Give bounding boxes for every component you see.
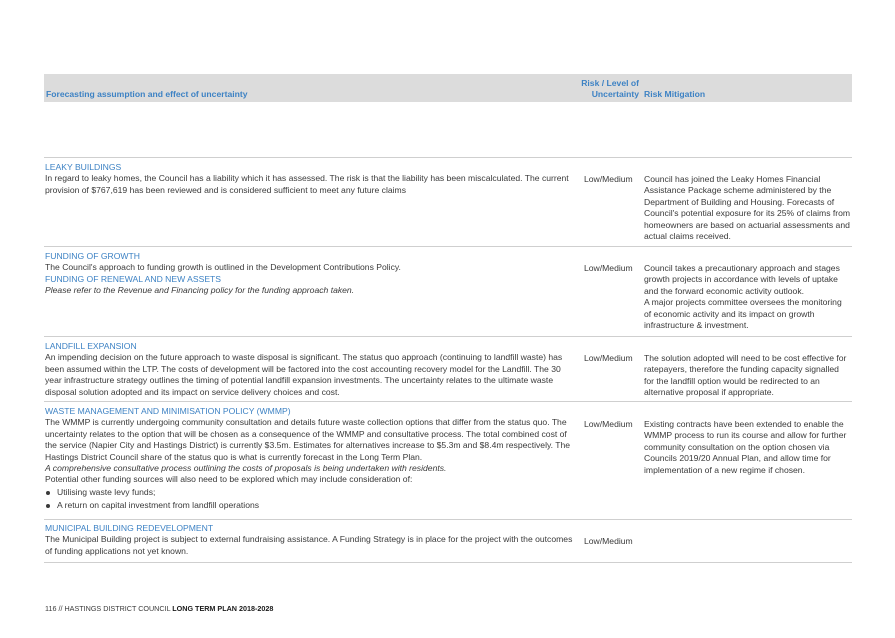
risk-mitigation: Council has joined the Leaky Homes Financial Assistance Package scheme administered by the Department of Building and Housing. Forecasts of Council's potential exposure for its 25% of claims from homeowners are based on actuarial assessments and actual claims received. xyxy=(644,174,851,242)
page-number: 116 xyxy=(45,604,57,613)
section-body: The Municipal Building project is subject to external fundraising assistance. A Funding Strategy is in place for the project with the outcomes of funding applications not yet known. xyxy=(45,534,573,556)
section-body: In regard to leaky homes, the Council has a liability which it has assessed. The risk is that the liability has been miscalculated. The current provision of $767,619 has been reviewed and is considered sufficient to meet any future claims xyxy=(45,173,569,195)
mitigation-paragraph: Council takes a precautionary approach and stages growth projects in accordance with levels of uptake and the forward economic activity outlook. xyxy=(644,263,840,296)
risk-mitigation: Existing contracts have been extended to enable the WMMP process to run its course and allow for further community consultation on the option chosen via Councils 2019/20 Annual Plan, and allow time for implementation of a new regime if chosen. xyxy=(644,419,847,475)
row-leaky-buildings xyxy=(45,162,575,196)
council-name: HASTINGS DISTRICT COUNCIL xyxy=(64,604,171,613)
section-title: FUNDING OF GROWTH xyxy=(45,251,140,261)
mitigation-paragraph: A major projects committee oversees the monitoring of economic activity and its impact on growth infrastructure & investment. xyxy=(644,297,842,331)
risk-level: Low/Medium xyxy=(584,536,633,546)
section-title: LANDFILL EXPANSION xyxy=(45,341,137,351)
row-waste-management xyxy=(45,406,575,512)
row-divider xyxy=(44,157,852,158)
page-footer xyxy=(45,603,273,614)
row-divider xyxy=(44,336,852,337)
section-subtitle: FUNDING OF RENEWAL AND NEW ASSETS xyxy=(45,273,222,284)
row-divider xyxy=(44,401,852,402)
risk-level: Low/Medium xyxy=(584,174,633,184)
list-item: A return on capital investment from landfill operations xyxy=(45,500,575,511)
row-divider xyxy=(44,519,852,520)
section-body: An impending decision on the future approach to waste disposal is significant. The status quo approach (continuing to landfill waste) has been assumed within the LTP. The costs of development will be factored into the cost accounting recovery model for the Landfill. The 30 year infrastructure strategy outlines the timing of potential landfill expansion investments. The uncertainty relates to the ultimate waste disposal solution adopted and its impact on service delivery choices and cost. xyxy=(45,352,563,397)
section-note: Please refer to the Revenue and Financing policy for the funding approach taken. xyxy=(45,285,355,296)
row-landfill-expansion xyxy=(45,341,575,398)
section-note: A comprehensive consultative process outlining the costs of proposals is being undertaken with residents. xyxy=(45,463,447,474)
plan-name: LONG TERM PLAN 2018-2028 xyxy=(172,604,274,613)
row-divider xyxy=(44,246,852,247)
section-title: LEAKY BUILDINGS xyxy=(45,162,122,172)
row-funding-of-growth xyxy=(45,251,575,297)
list-item: Utilising waste levy funds; xyxy=(45,487,575,498)
section-body-2: Potential other funding sources will also need to be explored which may include consideration of: xyxy=(45,474,413,485)
section-title: WASTE MANAGEMENT AND MINIMISATION POLICY (WMMP) xyxy=(45,406,291,416)
risk-mitigation xyxy=(644,263,851,331)
footer-separator: // xyxy=(58,604,63,613)
header-assumption: Forecasting assumption and effect of uncertainty xyxy=(46,89,248,99)
row-divider xyxy=(44,562,852,563)
risk-level: Low/Medium xyxy=(584,419,633,429)
section-body: The Council's approach to funding growth is outlined in the Development Contributions Policy. xyxy=(45,262,401,273)
risk-level: Low/Medium xyxy=(584,353,633,363)
section-title: MUNICIPAL BUILDING REDEVELOPMENT xyxy=(45,523,214,533)
funding-sources-list xyxy=(45,487,575,511)
risk-mitigation: The solution adopted will need to be cost effective for ratepayers, therefore the funding capacity signalled for the landfill option would be redirected to an alternative proposal if appropriate. xyxy=(644,353,847,398)
section-body: The WMMP is currently undergoing community consultation and details future waste collection options that differ from the status quo. The uncertainty relates to the option that will be chosen as a consequence of the WMMP and consultative process. The total combined cost of the service (Napier City and Hastings District) is currently $3.5m. Estimates for alternatives increase to $5.3m and $8.4m respectively. The Hastings District Council share of the status quo is what is currently forecast in the Long Term Plan. xyxy=(45,417,571,462)
header-risk-mitigation: Risk Mitigation xyxy=(644,89,706,99)
risk-level: Low/Medium xyxy=(584,263,633,273)
row-municipal-building xyxy=(45,523,575,557)
header-risk-level: Risk / Level of Uncertainty xyxy=(581,78,639,99)
